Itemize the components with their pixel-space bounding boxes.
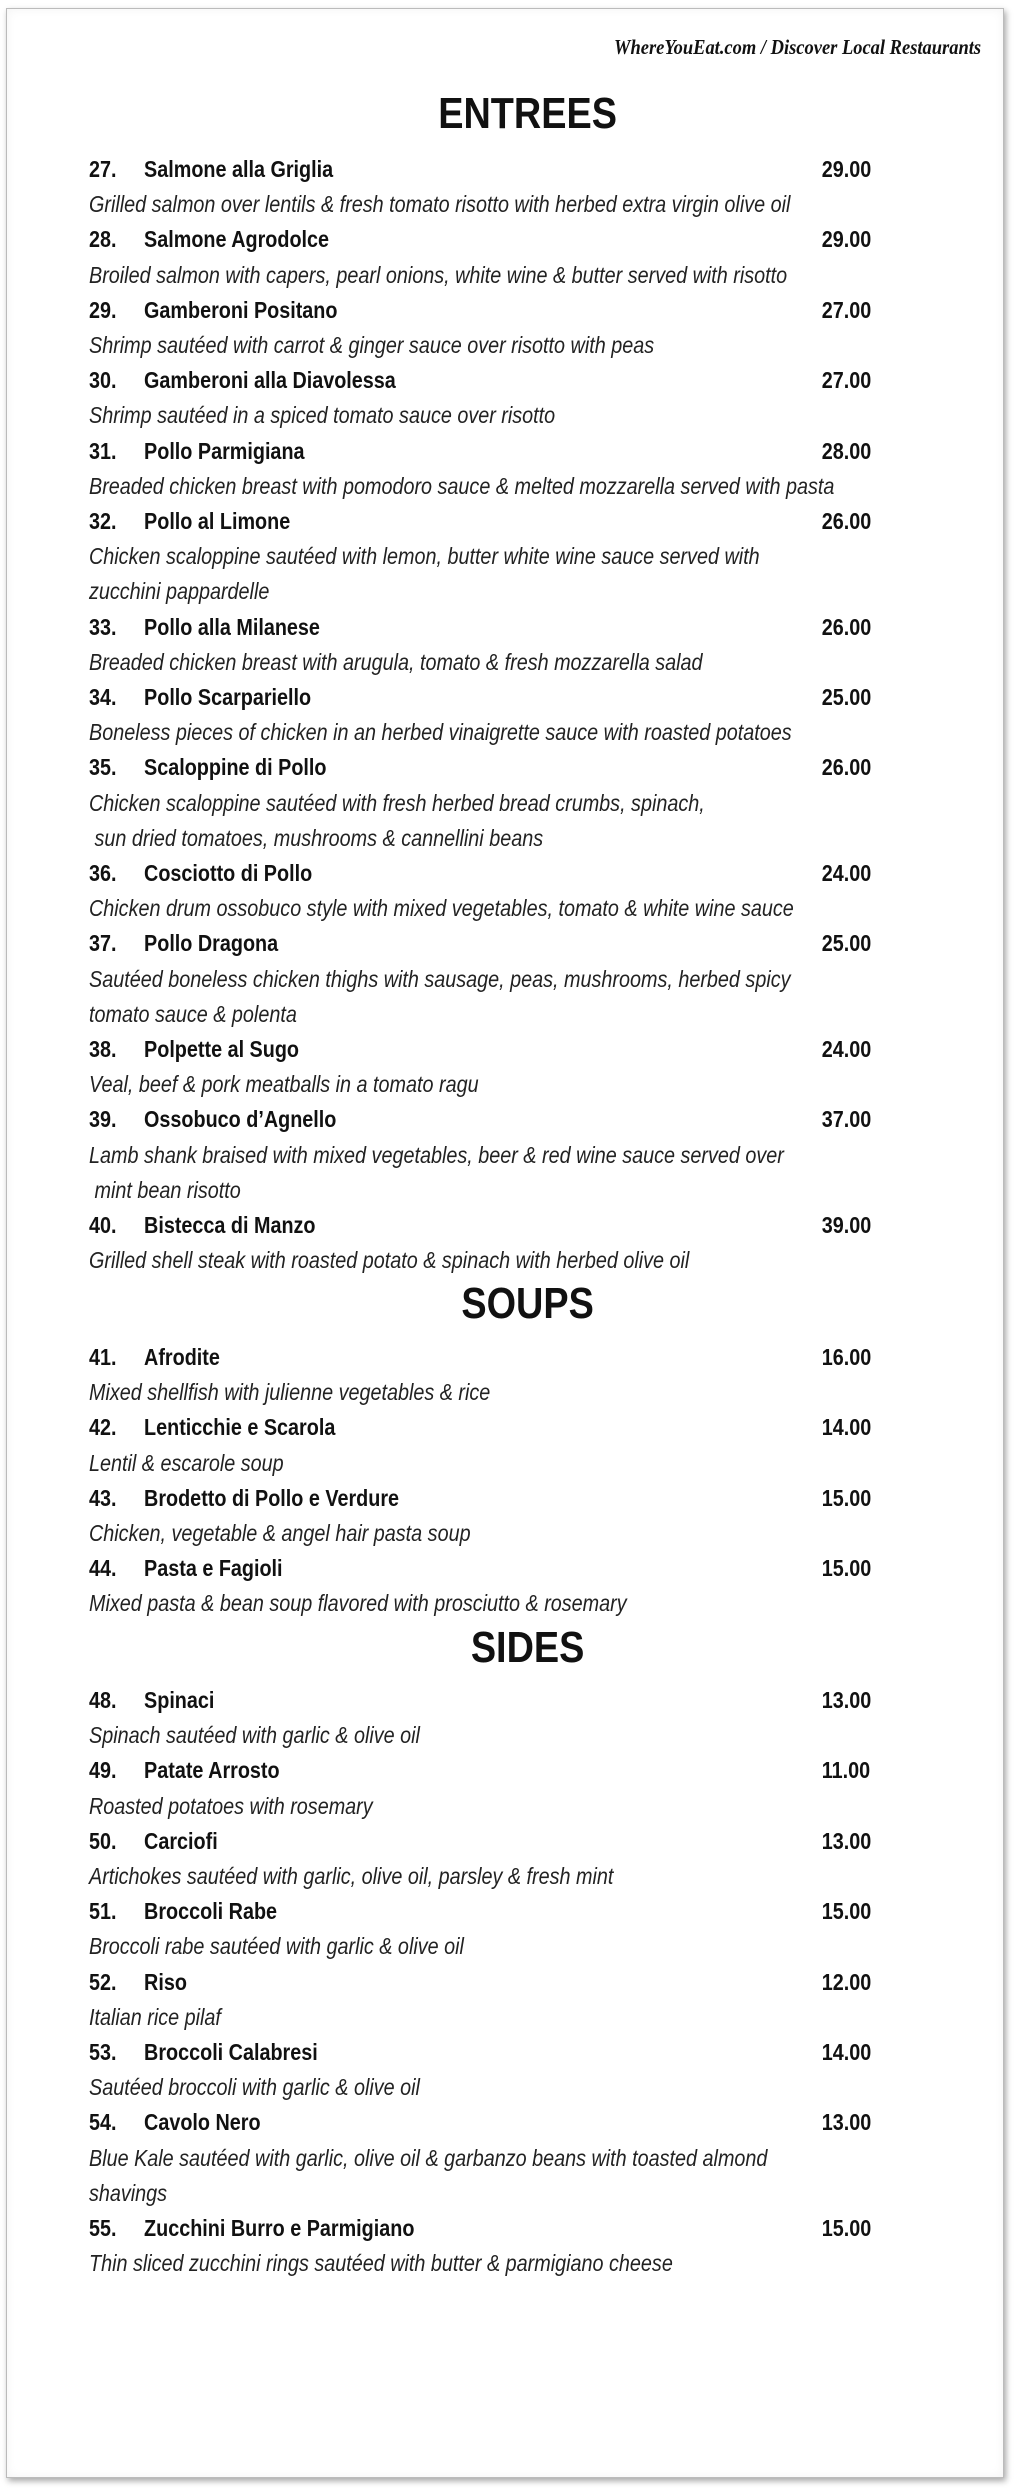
section-heading-sides: SIDES [470, 1623, 585, 1672]
item-name: Broccoli Rabe [144, 1898, 278, 1925]
menu-item [89, 1410, 949, 1445]
menu-item [89, 1965, 949, 2000]
item-name: Lenticchie e Scarola [144, 1414, 336, 1441]
item-description: Breaded chicken breast with arugula, tomato & fresh mozzarella salad [89, 648, 703, 675]
item-name: Riso [144, 1968, 187, 1995]
item-description: Sautéed broccoli with garlic & olive oil [89, 2074, 420, 2101]
item-number: 36. [89, 860, 117, 886]
item-name: Ossobuco d’Agnello [144, 1106, 337, 1133]
item-price: 28.00 [821, 437, 872, 464]
item-name: Zucchini Burro e Parmigiano [144, 2215, 415, 2241]
item-price: 13.00 [821, 1687, 872, 1713]
item-description: tomato sauce & polenta [89, 1000, 297, 1027]
item-price: 29.00 [821, 226, 872, 253]
item-name: Bistecca di Manzo [144, 1212, 316, 1238]
item-price: 12.00 [821, 1968, 872, 1995]
menu-item [89, 1208, 949, 1243]
item-name: Pollo al Limone [144, 508, 291, 534]
item-price: 27.00 [821, 296, 872, 323]
item-price: 24.00 [821, 860, 872, 886]
item-number: 39. [89, 1106, 117, 1133]
item-price: 14.00 [821, 2039, 872, 2065]
menu-item [89, 750, 949, 785]
item-description: Shrimp sautéed with carrot & ginger sauce over risotto with peas [89, 332, 655, 358]
item-number: 27. [89, 156, 117, 182]
item-description: Lamb shank braised with mixed vegetables, beer & red wine sauce served over [89, 1141, 784, 1168]
menu-item [89, 610, 949, 645]
menu-item [89, 1894, 949, 1929]
item-price: 13.00 [821, 2109, 872, 2136]
item-price: 26.00 [821, 508, 872, 534]
item-price: 14.00 [821, 1414, 872, 1441]
item-description: Shrimp sautéed in a spiced tomato sauce over risotto [89, 402, 556, 429]
item-number: 40. [89, 1212, 117, 1238]
item-price: 15.00 [821, 2215, 872, 2241]
menu-item [89, 1753, 949, 1788]
menu-page [6, 8, 1004, 2478]
menu-item [89, 1481, 949, 1516]
menu-item [89, 434, 949, 469]
menu-item [89, 926, 949, 961]
item-description: Lentil & escarole soup [89, 1449, 284, 1476]
item-price: 39.00 [821, 1212, 872, 1238]
item-name: Carciofi [144, 1827, 218, 1854]
item-price: 16.00 [821, 1344, 872, 1370]
menu-item [89, 680, 949, 715]
item-price: 25.00 [821, 930, 872, 957]
item-description: zucchini pappardelle [89, 578, 270, 605]
item-price: 27.00 [821, 367, 872, 394]
item-number: 49. [89, 1757, 117, 1784]
item-name: Pollo Dragona [144, 930, 279, 957]
item-description: mint bean risotto [89, 1176, 241, 1203]
item-name: Spinaci [144, 1687, 215, 1713]
item-number: 33. [89, 613, 117, 640]
item-description: Broiled salmon with capers, pearl onions, white wine & butter served with risotto [89, 261, 788, 288]
item-name: Cavolo Nero [144, 2109, 261, 2136]
item-price: 15.00 [821, 1555, 872, 1582]
section-heading-soups: SOUPS [461, 1279, 594, 1328]
item-description: Spinach sautéed with garlic & olive oil [89, 1722, 420, 1749]
item-description: Blue Kale sautéed with garlic, olive oil & garbanzo beans with toasted almond [89, 2144, 768, 2171]
item-name: Afrodite [144, 1344, 220, 1370]
menu-item [89, 2105, 949, 2140]
item-number: 31. [89, 437, 117, 464]
item-number: 35. [89, 754, 117, 781]
item-description: Broccoli rabe sautéed with garlic & olive oil [89, 1933, 464, 1960]
item-number: 32. [89, 508, 117, 534]
item-name: Broccoli Calabresi [144, 2039, 318, 2065]
item-name: Patate Arrosto [144, 1757, 280, 1784]
item-description: Chicken scaloppine sautéed with lemon, butter white wine sauce served with [89, 543, 760, 570]
item-description: Artichokes sautéed with garlic, olive oil, parsley & fresh mint [89, 1863, 614, 1889]
item-number: 48. [89, 1687, 117, 1713]
item-number: 29. [89, 296, 117, 323]
menu-item [89, 1683, 949, 1718]
item-description: Italian rice pilaf [89, 2003, 221, 2030]
item-number: 28. [89, 226, 117, 253]
item-price: 15.00 [821, 1898, 872, 1925]
item-description: Veal, beef & pork meatballs in a tomato ragu [89, 1071, 479, 1098]
item-name: Salmone alla Griglia [144, 156, 334, 182]
item-name: Gamberoni Positano [144, 296, 338, 323]
item-description: Chicken, vegetable & angel hair pasta soup [89, 1520, 471, 1546]
item-name: Pollo alla Milanese [144, 613, 320, 640]
item-description: Roasted potatoes with rosemary [89, 1792, 373, 1819]
item-name: Gamberoni alla Diavolessa [144, 367, 396, 394]
item-number: 42. [89, 1414, 117, 1441]
site-watermark: WhereYouEat.com / Discover Local Restaurants [613, 35, 981, 59]
item-description: sun dried tomatoes, mushrooms & cannellini beans [89, 824, 544, 851]
item-description: Mixed shellfish with julienne vegetables & rice [89, 1379, 491, 1406]
item-price: 15.00 [821, 1484, 872, 1511]
menu-item [89, 2035, 949, 2070]
item-name: Brodetto di Pollo e Verdure [144, 1484, 400, 1511]
item-name: Pollo Scarpariello [144, 684, 312, 710]
menu-item [89, 1551, 949, 1586]
item-description: Sautéed boneless chicken thighs with sausage, peas, mushrooms, herbed spicy [89, 965, 791, 992]
menu-item [89, 293, 949, 328]
menu-item [89, 222, 949, 257]
item-number: 43. [89, 1484, 117, 1511]
item-description: Breaded chicken breast with pomodoro sauce & melted mozzarella served with pasta [89, 472, 835, 499]
menu-item [89, 152, 949, 187]
menu-item [89, 1824, 949, 1859]
item-name: Scaloppine di Pollo [144, 754, 327, 781]
item-number: 41. [89, 1344, 117, 1370]
item-price: 13.00 [821, 1827, 872, 1854]
item-description: Thin sliced zucchini rings sautéed with butter & parmigiano cheese [89, 2250, 673, 2277]
menu-item [89, 1032, 949, 1067]
menu-item [89, 1102, 949, 1137]
item-description: Chicken scaloppine sautéed with fresh herbed bread crumbs, spinach, [89, 789, 705, 816]
item-number: 37. [89, 930, 117, 957]
item-number: 38. [89, 1036, 117, 1062]
item-price: 25.00 [821, 684, 872, 710]
item-number: 54. [89, 2109, 117, 2136]
item-name: Salmone Agrodolce [144, 226, 330, 253]
menu-item [89, 2211, 949, 2246]
item-name: Polpette al Sugo [144, 1036, 300, 1062]
item-price: 26.00 [821, 754, 872, 781]
menu-item [89, 363, 949, 398]
item-price: 11.00 [821, 1757, 871, 1784]
section-heading-entrees: ENTREES [438, 89, 617, 138]
item-number: 50. [89, 1827, 117, 1854]
item-price: 29.00 [821, 156, 872, 182]
item-name: Pollo Parmigiana [144, 437, 305, 464]
item-price: 26.00 [821, 613, 872, 640]
item-name: Pasta e Fagioli [144, 1555, 283, 1582]
item-number: 44. [89, 1555, 117, 1582]
item-price: 24.00 [821, 1036, 872, 1062]
item-description: Grilled shell steak with roasted potato & spinach with herbed olive oil [89, 1247, 690, 1274]
item-description: Mixed pasta & bean soup flavored with prosciutto & rosemary [89, 1590, 627, 1617]
menu-item [89, 1340, 949, 1375]
item-description: Chicken drum ossobuco style with mixed vegetables, tomato & white wine sauce [89, 895, 794, 922]
item-description: Grilled salmon over lentils & fresh tomato risotto with herbed extra virgin olive oil [89, 191, 791, 218]
item-description: shavings [89, 2179, 168, 2206]
menu-item [89, 504, 949, 539]
menu-item [89, 856, 949, 891]
item-number: 51. [89, 1898, 117, 1925]
item-price: 37.00 [821, 1106, 872, 1133]
item-description: Boneless pieces of chicken in an herbed vinaigrette sauce with roasted potatoes [89, 719, 792, 746]
item-number: 30. [89, 367, 117, 394]
item-number: 52. [89, 1968, 117, 1995]
item-number: 53. [89, 2039, 117, 2065]
item-number: 34. [89, 684, 117, 710]
item-number: 55. [89, 2215, 117, 2241]
item-name: Cosciotto di Pollo [144, 860, 313, 886]
